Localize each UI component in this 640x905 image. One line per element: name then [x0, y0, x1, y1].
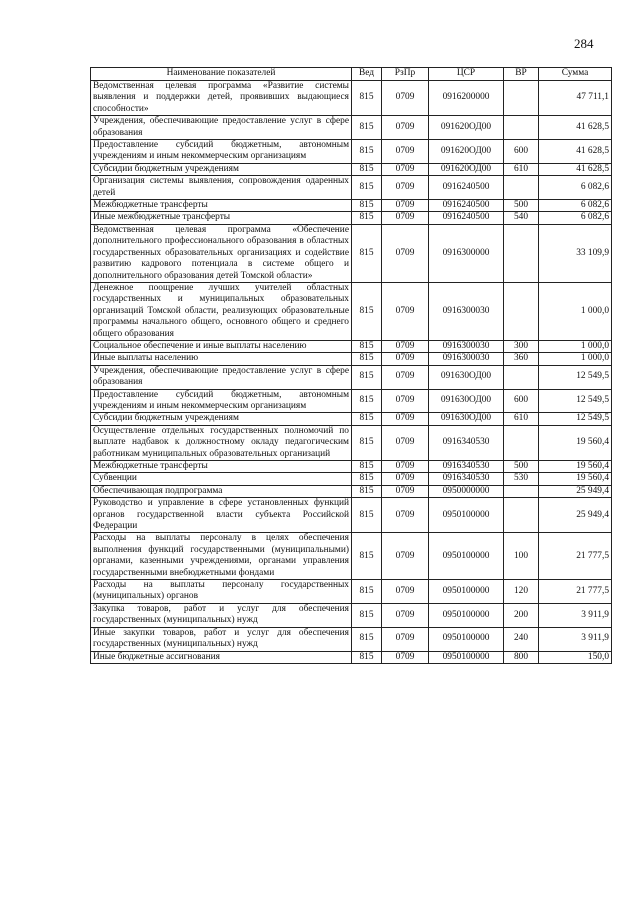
- table-row: [91, 365, 612, 389]
- cell-rzpr: 0709: [382, 212, 429, 224]
- cell-csr: 0950100000: [429, 603, 504, 627]
- cell-csr: 091620ОД00: [429, 140, 504, 164]
- table-header-row: [91, 68, 612, 81]
- cell-csr: 0950000000: [429, 485, 504, 497]
- cell-ved: 815: [352, 461, 382, 473]
- cell-csr: 0916200000: [429, 81, 504, 116]
- cell-rzpr: 0709: [382, 176, 429, 200]
- cell-name: Осуществление отдельных государственных полномочий по выплате надбавок к должностному окладу педагогическим работникам муниципальных образовательных организаций: [91, 425, 352, 460]
- cell-name: Межбюджетные трансферты: [91, 461, 352, 473]
- cell-vr: 120: [504, 580, 539, 604]
- cell-csr: 091620ОД00: [429, 163, 504, 175]
- cell-name: Субвенции: [91, 473, 352, 485]
- cell-sum: 25 949,4: [539, 485, 612, 497]
- cell-csr: 0916240500: [429, 176, 504, 200]
- cell-vr: 360: [504, 353, 539, 365]
- cell-sum: 19 560,4: [539, 425, 612, 460]
- cell-vr: [504, 116, 539, 140]
- cell-rzpr: 0709: [382, 413, 429, 425]
- cell-csr: 0916340530: [429, 461, 504, 473]
- cell-rzpr: 0709: [382, 116, 429, 140]
- cell-csr: 0950100000: [429, 498, 504, 533]
- table-row: [91, 353, 612, 365]
- cell-rzpr: 0709: [382, 580, 429, 604]
- cell-ved: 815: [352, 498, 382, 533]
- table-row: [91, 413, 612, 425]
- table-row: [91, 425, 612, 460]
- cell-csr: 0916340530: [429, 425, 504, 460]
- table-row: [91, 200, 612, 212]
- cell-name: Предоставление субсидий бюджетным, автономным учреждениям и иным некоммерческим организациям: [91, 389, 352, 413]
- cell-vr: 200: [504, 603, 539, 627]
- cell-ved: 815: [352, 163, 382, 175]
- cell-csr: 0916240500: [429, 212, 504, 224]
- cell-rzpr: 0709: [382, 425, 429, 460]
- cell-ved: 815: [352, 116, 382, 140]
- cell-sum: 12 549,5: [539, 389, 612, 413]
- budget-table: [90, 67, 612, 664]
- header-name: Наименование показателей: [91, 68, 352, 81]
- cell-vr: [504, 485, 539, 497]
- cell-vr: [504, 365, 539, 389]
- cell-ved: 815: [352, 353, 382, 365]
- table-row: [91, 340, 612, 352]
- cell-name: Расходы на выплаты персоналу государственных (муниципальных) органов: [91, 580, 352, 604]
- cell-sum: 3 911,9: [539, 603, 612, 627]
- cell-sum: 47 711,1: [539, 81, 612, 116]
- cell-ved: 815: [352, 365, 382, 389]
- table-row: [91, 224, 612, 282]
- cell-ved: 815: [352, 282, 382, 340]
- cell-rzpr: 0709: [382, 389, 429, 413]
- cell-rzpr: 0709: [382, 200, 429, 212]
- header-vr: ВР: [504, 68, 539, 81]
- cell-rzpr: 0709: [382, 81, 429, 116]
- cell-ved: 815: [352, 140, 382, 164]
- table-row: [91, 603, 612, 627]
- cell-name: Субсидии бюджетным учреждениям: [91, 163, 352, 175]
- table-row: [91, 498, 612, 533]
- cell-rzpr: 0709: [382, 498, 429, 533]
- page-number: 284: [574, 36, 594, 51]
- cell-sum: 3 911,9: [539, 627, 612, 651]
- cell-name: Руководство и управление в сфере установленных функций органов государственной власти субъекта Российской Федерации: [91, 498, 352, 533]
- table-row: [91, 140, 612, 164]
- cell-name: Учреждения, обеспечивающие предоставление услуг в сфере образования: [91, 116, 352, 140]
- cell-sum: 41 628,5: [539, 163, 612, 175]
- cell-sum: 41 628,5: [539, 116, 612, 140]
- cell-csr: 0916300030: [429, 340, 504, 352]
- cell-ved: 815: [352, 485, 382, 497]
- cell-rzpr: 0709: [382, 353, 429, 365]
- table-row: [91, 533, 612, 580]
- cell-vr: 540: [504, 212, 539, 224]
- cell-name: Иные межбюджетные трансферты: [91, 212, 352, 224]
- cell-vr: 600: [504, 389, 539, 413]
- cell-csr: 091630ОД00: [429, 365, 504, 389]
- cell-csr: 0916300030: [429, 282, 504, 340]
- cell-name: Закупка товаров, работ и услуг для обеспечения государственных (муниципальных) нужд: [91, 603, 352, 627]
- cell-vr: 610: [504, 163, 539, 175]
- cell-sum: 150,0: [539, 651, 612, 663]
- cell-vr: 610: [504, 413, 539, 425]
- cell-sum: 21 777,5: [539, 533, 612, 580]
- cell-csr: 0916340530: [429, 473, 504, 485]
- cell-sum: 33 109,9: [539, 224, 612, 282]
- cell-ved: 815: [352, 340, 382, 352]
- cell-name: Денежное поощрение лучших учителей областных государственных и муниципальных образовательных организаций Томской области, реализующих образовательные программы начального общего, основного общего и среднего общего образования: [91, 282, 352, 340]
- cell-vr: 530: [504, 473, 539, 485]
- cell-vr: [504, 498, 539, 533]
- cell-rzpr: 0709: [382, 461, 429, 473]
- cell-ved: 815: [352, 473, 382, 485]
- table-row: [91, 627, 612, 651]
- cell-name: Предоставление субсидий бюджетным, автономным учреждениям и иным некоммерческим организациям: [91, 140, 352, 164]
- cell-vr: [504, 81, 539, 116]
- cell-name: Расходы на выплаты персоналу в целях обеспечения выполнения функций государственными (муниципальными) органами, казенными учреждениями, органами управления государственными внебюджетными фондами: [91, 533, 352, 580]
- cell-ved: 815: [352, 200, 382, 212]
- cell-sum: 6 082,6: [539, 212, 612, 224]
- cell-csr: 091630ОД00: [429, 413, 504, 425]
- table-row: [91, 212, 612, 224]
- cell-vr: 800: [504, 651, 539, 663]
- cell-name: Организация системы выявления, сопровождения одаренных детей: [91, 176, 352, 200]
- cell-csr: 091630ОД00: [429, 389, 504, 413]
- cell-vr: [504, 425, 539, 460]
- cell-vr: 240: [504, 627, 539, 651]
- cell-ved: 815: [352, 651, 382, 663]
- cell-rzpr: 0709: [382, 651, 429, 663]
- cell-rzpr: 0709: [382, 340, 429, 352]
- cell-sum: 1 000,0: [539, 282, 612, 340]
- table-body: [91, 81, 612, 664]
- cell-ved: 815: [352, 212, 382, 224]
- cell-ved: 815: [352, 389, 382, 413]
- cell-ved: 815: [352, 176, 382, 200]
- cell-name: Межбюджетные трансферты: [91, 200, 352, 212]
- cell-ved: 815: [352, 224, 382, 282]
- table-row: [91, 81, 612, 116]
- cell-name: Субсидии бюджетным учреждениям: [91, 413, 352, 425]
- cell-name: Иные бюджетные ассигнования: [91, 651, 352, 663]
- cell-ved: 815: [352, 603, 382, 627]
- cell-sum: 1 000,0: [539, 340, 612, 352]
- cell-ved: 815: [352, 627, 382, 651]
- header-rzpr: РзПр: [382, 68, 429, 81]
- cell-ved: 815: [352, 425, 382, 460]
- cell-ved: 815: [352, 81, 382, 116]
- cell-csr: 0950100000: [429, 533, 504, 580]
- cell-vr: 100: [504, 533, 539, 580]
- cell-sum: 12 549,5: [539, 413, 612, 425]
- cell-csr: 091620ОД00: [429, 116, 504, 140]
- cell-csr: 0916240500: [429, 200, 504, 212]
- table-row: [91, 461, 612, 473]
- cell-name: Учреждения, обеспечивающие предоставление услуг в сфере образования: [91, 365, 352, 389]
- cell-rzpr: 0709: [382, 163, 429, 175]
- table-row: [91, 473, 612, 485]
- cell-name: Социальное обеспечение и иные выплаты населению: [91, 340, 352, 352]
- cell-ved: 815: [352, 580, 382, 604]
- cell-sum: 6 082,6: [539, 176, 612, 200]
- cell-sum: 41 628,5: [539, 140, 612, 164]
- cell-rzpr: 0709: [382, 224, 429, 282]
- cell-sum: 21 777,5: [539, 580, 612, 604]
- cell-sum: 25 949,4: [539, 498, 612, 533]
- table-row: [91, 163, 612, 175]
- header-ved: Вед: [352, 68, 382, 81]
- cell-rzpr: 0709: [382, 140, 429, 164]
- cell-csr: 0950100000: [429, 651, 504, 663]
- table-row: [91, 282, 612, 340]
- cell-vr: 300: [504, 340, 539, 352]
- cell-rzpr: 0709: [382, 603, 429, 627]
- cell-rzpr: 0709: [382, 473, 429, 485]
- cell-rzpr: 0709: [382, 533, 429, 580]
- cell-name: Иные выплаты населению: [91, 353, 352, 365]
- cell-rzpr: 0709: [382, 627, 429, 651]
- header-sum: Сумма: [539, 68, 612, 81]
- header-csr: ЦСР: [429, 68, 504, 81]
- cell-name: Обеспечивающая подпрограмма: [91, 485, 352, 497]
- cell-rzpr: 0709: [382, 365, 429, 389]
- table-row: [91, 389, 612, 413]
- cell-rzpr: 0709: [382, 282, 429, 340]
- cell-vr: [504, 282, 539, 340]
- table-row: [91, 176, 612, 200]
- cell-ved: 815: [352, 413, 382, 425]
- cell-name: Ведомственная целевая программа «Обеспечение дополнительного профессионального образования в областных государственных образовательных организациях и содействие развитию кадрового потенциала в системе общего и дополнительного образования детей Томской области»: [91, 224, 352, 282]
- cell-csr: 0950100000: [429, 627, 504, 651]
- cell-csr: 0916300000: [429, 224, 504, 282]
- cell-vr: [504, 224, 539, 282]
- table-row: [91, 485, 612, 497]
- cell-sum: 12 549,5: [539, 365, 612, 389]
- table-row: [91, 651, 612, 663]
- cell-sum: 19 560,4: [539, 473, 612, 485]
- cell-vr: [504, 176, 539, 200]
- cell-name: Иные закупки товаров, работ и услуг для обеспечения государственных (муниципальных) нужд: [91, 627, 352, 651]
- cell-sum: 6 082,6: [539, 200, 612, 212]
- cell-vr: 600: [504, 140, 539, 164]
- table-row: [91, 116, 612, 140]
- cell-name: Ведомственная целевая программа «Развитие системы выявления и поддержки детей, проявивших выдающиеся способности»: [91, 81, 352, 116]
- cell-csr: 0916300030: [429, 353, 504, 365]
- cell-vr: 500: [504, 200, 539, 212]
- cell-sum: 19 560,4: [539, 461, 612, 473]
- table-row: [91, 580, 612, 604]
- cell-ved: 815: [352, 533, 382, 580]
- cell-sum: 1 000,0: [539, 353, 612, 365]
- cell-csr: 0950100000: [429, 580, 504, 604]
- cell-vr: 500: [504, 461, 539, 473]
- cell-rzpr: 0709: [382, 485, 429, 497]
